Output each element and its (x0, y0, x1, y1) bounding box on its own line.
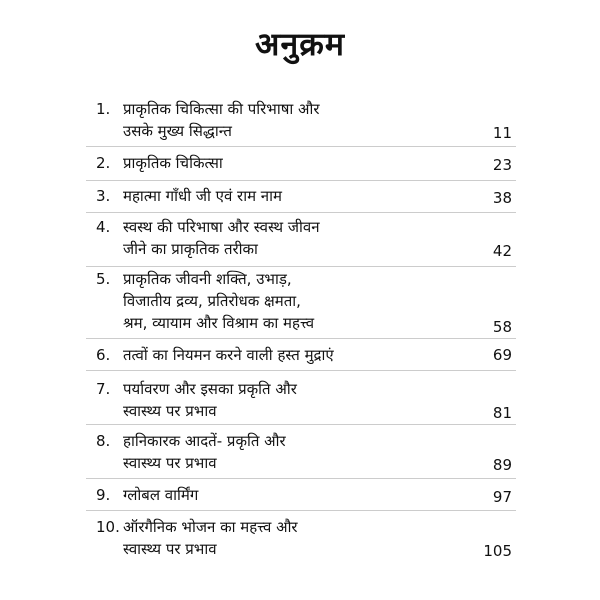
entry-title-line: स्वास्थ्य पर प्रभाव (123, 454, 217, 472)
entry-number: 3. (96, 187, 111, 205)
entry-page-number: 97 (492, 488, 512, 506)
entry-number: 8. (96, 432, 111, 450)
entry-title-line: प्राकृतिक जीवनी शक्ति, उभाड़, (123, 270, 292, 288)
entry-title (123, 344, 453, 366)
entry-number: 4. (96, 218, 111, 236)
table-of-contents (0, 92, 600, 572)
divider (86, 266, 516, 267)
entry-page-number: 69 (492, 346, 512, 364)
entry-title-line: प्राकृतिक चिकित्सा की परिभाषा और (123, 100, 320, 118)
entry-number: 10. (96, 518, 120, 536)
entry-number: 1. (96, 100, 111, 118)
entry-title (123, 430, 453, 474)
entry-page-number: 11 (492, 124, 512, 142)
entry-title-line: स्वस्थ की परिभाषा और स्वस्थ जीवन (123, 218, 320, 236)
entry-title-line: पर्यावरण और इसका प्रकृति और (123, 380, 297, 398)
entry-number: 9. (96, 486, 111, 504)
entry-number: 7. (96, 380, 111, 398)
entry-title (123, 152, 453, 174)
entry-title (123, 378, 453, 422)
entry-page-number: 81 (492, 404, 512, 422)
entry-title-line: स्वास्थ्य पर प्रभाव (123, 402, 217, 420)
entry-page-number: 89 (492, 456, 512, 474)
divider (86, 212, 516, 213)
entry-title-line: उसके मुख्य सिद्धान्त (123, 122, 232, 140)
entry-title (123, 268, 453, 334)
entry-title-line: हानिकारक आदतें- प्रकृति और (123, 432, 286, 450)
entry-title-line: विजातीय द्रव्य, प्रतिरोधक क्षमता, (123, 292, 301, 310)
entry-title-line: स्वास्थ्य पर प्रभाव (123, 540, 217, 558)
entry-title-line: तत्वों का नियमन करने वाली हस्त मुद्राएं (123, 346, 334, 364)
divider (86, 146, 516, 147)
entry-page-number: 23 (492, 156, 512, 174)
entry-title-line: महात्मा गाँधी जी एवं राम नाम (123, 187, 282, 205)
entry-page-number: 42 (492, 242, 512, 260)
entry-title (123, 98, 453, 142)
entry-title (123, 516, 453, 560)
entry-title (123, 185, 453, 207)
divider (86, 510, 516, 511)
divider (86, 370, 516, 371)
entry-title-line: ऑरगैनिक भोजन का महत्त्व और (123, 518, 298, 536)
divider (86, 478, 516, 479)
divider (86, 180, 516, 181)
entry-title (123, 484, 453, 506)
divider (86, 424, 516, 425)
entry-page-number: 105 (483, 542, 512, 560)
entry-page-number: 58 (492, 318, 512, 336)
entry-title-line: प्राकृतिक चिकित्सा (123, 154, 223, 172)
entry-number: 5. (96, 270, 111, 288)
divider (86, 338, 516, 339)
entry-number: 6. (96, 346, 111, 364)
page-title: अनुक्रम (255, 25, 345, 63)
entry-title (123, 216, 453, 260)
entry-title-line: ग्लोबल वार्मिंग (123, 486, 199, 504)
entry-number: 2. (96, 154, 111, 172)
entry-title-line: श्रम, व्यायाम और विश्राम का महत्त्व (123, 314, 315, 332)
entry-title-line: जीने का प्राकृतिक तरीका (123, 240, 258, 258)
entry-page-number: 38 (492, 189, 512, 207)
